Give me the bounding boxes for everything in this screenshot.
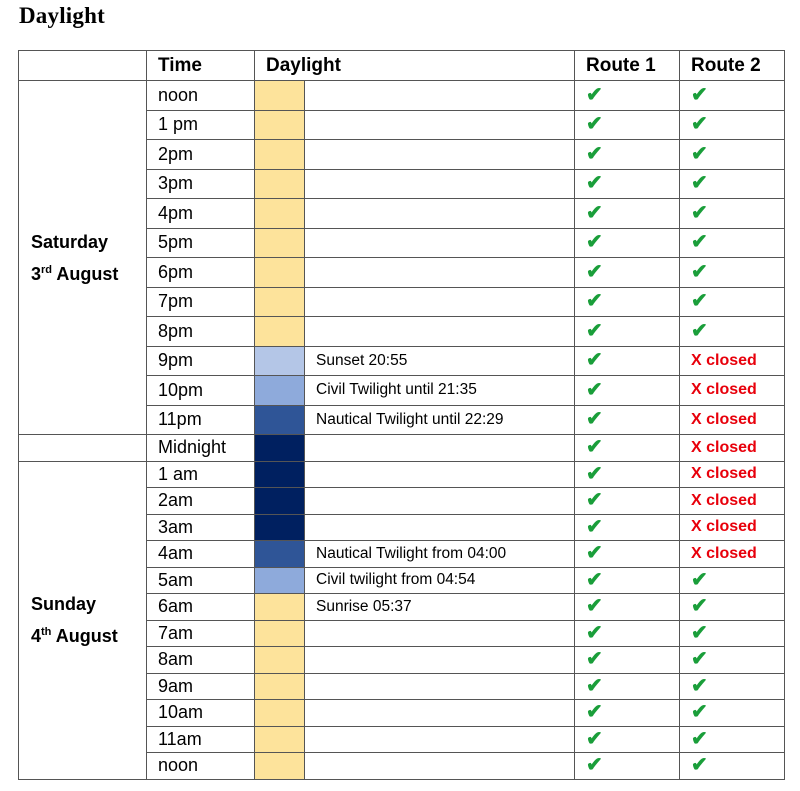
route2-status xyxy=(680,461,785,488)
daylight-swatch xyxy=(255,753,305,780)
route1-status xyxy=(575,541,680,568)
route2-status xyxy=(680,700,785,727)
time-cell: 2am xyxy=(147,488,255,515)
time-cell: 6am xyxy=(147,594,255,621)
checkmark-icon: ✔ xyxy=(691,621,708,644)
closed-label: X closed xyxy=(691,544,757,562)
daylight-note xyxy=(305,753,575,780)
checkmark-icon: ✔ xyxy=(586,378,603,401)
daylight-note xyxy=(305,488,575,515)
route1-status xyxy=(575,514,680,541)
checkmark-icon: ✔ xyxy=(586,260,603,283)
checkmark-icon: ✔ xyxy=(691,727,708,750)
checkmark-icon: ✔ xyxy=(691,754,708,777)
checkmark-icon: ✔ xyxy=(586,172,603,195)
daylight-note xyxy=(305,647,575,674)
checkmark-icon: ✔ xyxy=(586,542,603,565)
route2-status xyxy=(680,228,785,258)
checkmark-icon: ✔ xyxy=(691,595,708,618)
checkmark-icon: ✔ xyxy=(691,172,708,195)
day-number: 3 xyxy=(31,263,42,284)
route2-status xyxy=(680,81,785,111)
daylight-swatch xyxy=(255,673,305,700)
route2-status xyxy=(680,376,785,406)
route2-status xyxy=(680,317,785,347)
checkmark-icon: ✔ xyxy=(691,701,708,724)
daylight-note xyxy=(305,673,575,700)
time-cell: 4pm xyxy=(147,199,255,229)
route1-status xyxy=(575,488,680,515)
daylight-note: Civil Twilight until 21:35 xyxy=(305,376,575,406)
checkmark-icon: ✔ xyxy=(691,319,708,342)
daylight-swatch xyxy=(255,376,305,406)
daylight-swatch xyxy=(255,435,305,462)
time-cell: 5am xyxy=(147,567,255,594)
checkmark-icon: ✔ xyxy=(691,568,708,591)
checkmark-icon: ✔ xyxy=(586,201,603,224)
daylight-note xyxy=(305,258,575,288)
daylight-note xyxy=(305,726,575,753)
closed-label: X closed xyxy=(691,381,757,399)
daylight-swatch xyxy=(255,620,305,647)
route1-status xyxy=(575,287,680,317)
daylight-swatch xyxy=(255,287,305,317)
day-ordinal: th xyxy=(41,626,52,639)
daylight-swatch xyxy=(255,199,305,229)
route1-status xyxy=(575,140,680,170)
time-cell: 3am xyxy=(147,514,255,541)
checkmark-icon: ✔ xyxy=(586,648,603,671)
checkmark-icon: ✔ xyxy=(586,621,603,644)
day-month: August xyxy=(55,626,118,647)
time-cell: 1 pm xyxy=(147,110,255,140)
daylight-column-header: Daylight xyxy=(255,51,575,81)
day-label xyxy=(19,461,147,779)
daylight-note xyxy=(305,317,575,347)
checkmark-icon: ✔ xyxy=(586,113,603,136)
daylight-note: Nautical Twilight from 04:00 xyxy=(305,541,575,568)
checkmark-icon: ✔ xyxy=(586,674,603,697)
route2-status xyxy=(680,140,785,170)
daylight-note xyxy=(305,700,575,727)
daylight-swatch xyxy=(255,541,305,568)
route2-status xyxy=(680,435,785,462)
route1-status xyxy=(575,199,680,229)
page-title: Daylight xyxy=(19,3,105,28)
daylight-swatch xyxy=(255,488,305,515)
checkmark-icon: ✔ xyxy=(586,83,603,106)
checkmark-icon: ✔ xyxy=(586,568,603,591)
daylight-table xyxy=(18,50,785,780)
route2-status xyxy=(680,620,785,647)
day-label-empty xyxy=(19,435,147,462)
time-cell: 5pm xyxy=(147,228,255,258)
route1-status xyxy=(575,673,680,700)
time-cell: 7pm xyxy=(147,287,255,317)
time-cell: 10am xyxy=(147,700,255,727)
route2-status xyxy=(680,258,785,288)
route1-status xyxy=(575,435,680,462)
route2-status xyxy=(680,753,785,780)
daylight-note xyxy=(305,435,575,462)
route2-status xyxy=(680,346,785,376)
route1-status xyxy=(575,110,680,140)
route1-status xyxy=(575,228,680,258)
daylight-note xyxy=(305,110,575,140)
checkmark-icon: ✔ xyxy=(691,142,708,165)
route1-status xyxy=(575,700,680,727)
time-cell: 6pm xyxy=(147,258,255,288)
day-name: Sunday xyxy=(31,594,97,615)
checkmark-icon: ✔ xyxy=(691,113,708,136)
route2-status xyxy=(680,514,785,541)
daylight-note xyxy=(305,199,575,229)
checkmark-icon: ✔ xyxy=(691,648,708,671)
daylight-swatch xyxy=(255,405,305,435)
time-cell: 3pm xyxy=(147,169,255,199)
daylight-swatch xyxy=(255,317,305,347)
table-row xyxy=(19,435,785,462)
day-date xyxy=(31,618,146,650)
checkmark-icon: ✔ xyxy=(586,727,603,750)
time-cell: 1 am xyxy=(147,461,255,488)
checkmark-icon: ✔ xyxy=(586,142,603,165)
daylight-swatch xyxy=(255,700,305,727)
time-cell: noon xyxy=(147,81,255,111)
daylight-note xyxy=(305,81,575,111)
route2-status xyxy=(680,726,785,753)
route2-status xyxy=(680,405,785,435)
checkmark-icon: ✔ xyxy=(586,595,603,618)
checkmark-icon: ✔ xyxy=(691,674,708,697)
time-cell: 10pm xyxy=(147,376,255,406)
header-row xyxy=(19,51,785,81)
time-column-header: Time xyxy=(147,51,255,81)
daylight-note: Sunset 20:55 xyxy=(305,346,575,376)
route2-status xyxy=(680,594,785,621)
time-cell: Midnight xyxy=(147,435,255,462)
closed-label: X closed xyxy=(691,465,757,483)
route2-status xyxy=(680,673,785,700)
daylight-swatch xyxy=(255,140,305,170)
table-row xyxy=(19,461,785,488)
route1-status xyxy=(575,594,680,621)
route1-status xyxy=(575,726,680,753)
closed-label: X closed xyxy=(691,518,757,536)
route2-status xyxy=(680,199,785,229)
route1-status xyxy=(575,753,680,780)
time-cell: 2pm xyxy=(147,140,255,170)
checkmark-icon: ✔ xyxy=(586,231,603,254)
checkmark-icon: ✔ xyxy=(586,462,603,485)
time-cell: 8am xyxy=(147,647,255,674)
checkmark-icon: ✔ xyxy=(691,201,708,224)
day-date xyxy=(31,256,146,288)
time-cell: 11pm xyxy=(147,405,255,435)
daylight-note xyxy=(305,461,575,488)
route1-column-header: Route 1 xyxy=(575,51,680,81)
daylight-swatch xyxy=(255,726,305,753)
day-label xyxy=(19,81,147,435)
checkmark-icon: ✔ xyxy=(691,260,708,283)
day-column-header xyxy=(19,51,147,81)
daylight-note xyxy=(305,620,575,647)
daylight-swatch xyxy=(255,169,305,199)
route1-status xyxy=(575,620,680,647)
checkmark-icon: ✔ xyxy=(586,701,603,724)
route1-status xyxy=(575,169,680,199)
route1-status xyxy=(575,461,680,488)
route2-status xyxy=(680,287,785,317)
route2-status xyxy=(680,169,785,199)
daylight-note xyxy=(305,287,575,317)
time-cell: 7am xyxy=(147,620,255,647)
time-cell: 11am xyxy=(147,726,255,753)
daylight-note xyxy=(305,228,575,258)
route1-status xyxy=(575,647,680,674)
closed-label: X closed xyxy=(691,491,757,509)
checkmark-icon: ✔ xyxy=(586,349,603,372)
route1-status xyxy=(575,317,680,347)
route1-status xyxy=(575,376,680,406)
checkmark-icon: ✔ xyxy=(586,319,603,342)
daylight-note: Civil twilight from 04:54 xyxy=(305,567,575,594)
daylight-note xyxy=(305,514,575,541)
route1-status xyxy=(575,405,680,435)
time-cell: 9pm xyxy=(147,346,255,376)
daylight-swatch xyxy=(255,258,305,288)
daylight-swatch xyxy=(255,110,305,140)
closed-label: X closed xyxy=(691,410,757,428)
checkmark-icon: ✔ xyxy=(586,515,603,538)
daylight-swatch xyxy=(255,567,305,594)
day-month: August xyxy=(56,263,119,284)
route2-status xyxy=(680,110,785,140)
table-row xyxy=(19,81,785,111)
checkmark-icon: ✔ xyxy=(586,408,603,431)
day-name: Saturday xyxy=(31,231,109,252)
route1-status xyxy=(575,346,680,376)
route2-status xyxy=(680,488,785,515)
route2-status xyxy=(680,541,785,568)
checkmark-icon: ✔ xyxy=(691,83,708,106)
route1-status xyxy=(575,567,680,594)
daylight-swatch xyxy=(255,647,305,674)
day-number: 4 xyxy=(31,626,42,647)
daylight-note: Nautical Twilight until 22:29 xyxy=(305,405,575,435)
route2-status xyxy=(680,647,785,674)
daylight-swatch xyxy=(255,514,305,541)
checkmark-icon: ✔ xyxy=(691,290,708,313)
daylight-note xyxy=(305,169,575,199)
day-ordinal: rd xyxy=(41,263,53,276)
route1-status xyxy=(575,258,680,288)
time-cell: noon xyxy=(147,753,255,780)
daylight-swatch xyxy=(255,346,305,376)
checkmark-icon: ✔ xyxy=(586,754,603,777)
closed-label: X closed xyxy=(691,351,757,369)
closed-label: X closed xyxy=(691,438,757,456)
checkmark-icon: ✔ xyxy=(691,231,708,254)
checkmark-icon: ✔ xyxy=(586,436,603,459)
route2-status xyxy=(680,567,785,594)
time-cell: 8pm xyxy=(147,317,255,347)
daylight-swatch xyxy=(255,228,305,258)
daylight-swatch xyxy=(255,81,305,111)
checkmark-icon: ✔ xyxy=(586,489,603,512)
daylight-note xyxy=(305,140,575,170)
time-cell: 4am xyxy=(147,541,255,568)
route2-column-header: Route 2 xyxy=(680,51,785,81)
daylight-note: Sunrise 05:37 xyxy=(305,594,575,621)
daylight-swatch xyxy=(255,461,305,488)
checkmark-icon: ✔ xyxy=(586,290,603,313)
daylight-swatch xyxy=(255,594,305,621)
time-cell: 9am xyxy=(147,673,255,700)
route1-status xyxy=(575,81,680,111)
